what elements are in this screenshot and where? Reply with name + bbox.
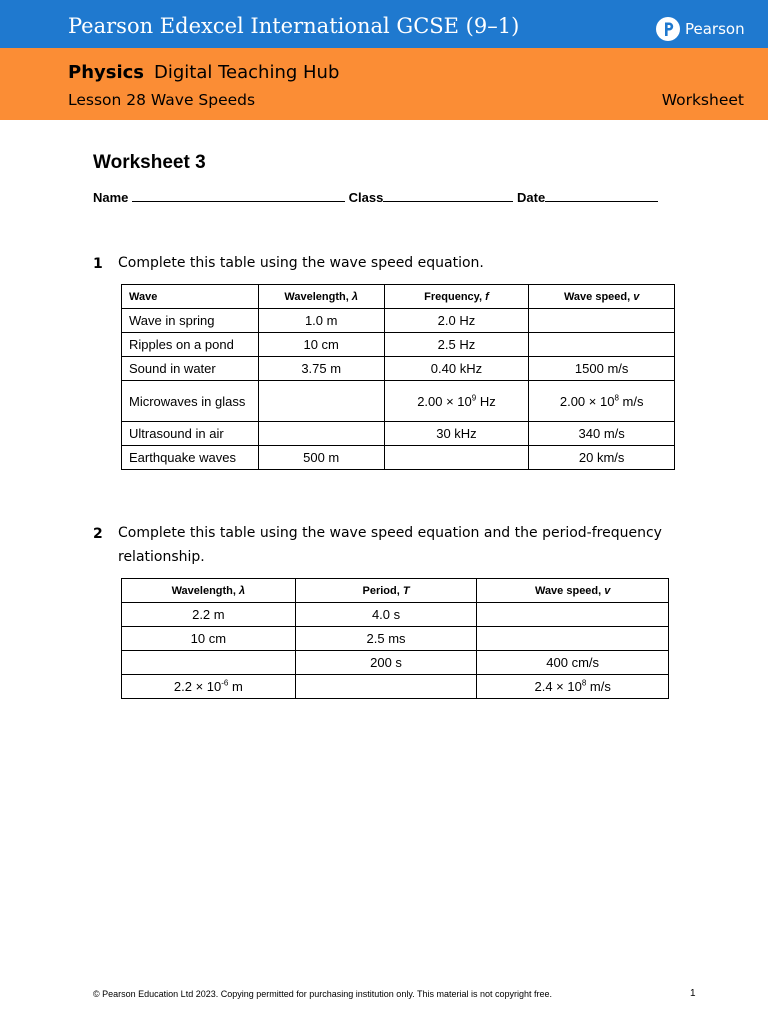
date-label: Date [517,190,546,205]
table-row [122,333,675,357]
cell-wavelength: 10 cm [122,627,296,651]
cell-wavelength: 500 m [258,446,384,470]
document-type: Worksheet [661,91,744,109]
cell-wavelength: 1.0 m [258,309,384,333]
cell-speed[interactable] [529,333,675,357]
cell-period: 200 s [295,651,477,675]
header-wave: Wave [122,285,259,309]
student-details-line [93,189,658,205]
copyright-footer: © Pearson Education Ltd 2023. Copying permitted for purchasing institution only. This material is not copyright free. [93,989,553,999]
subject-bar [0,48,768,120]
question-2-number: 2 [93,526,103,542]
cell-wave: Wave in spring [122,309,259,333]
question-1-number: 1 [93,256,103,272]
table-row [122,627,669,651]
cell-speed: 1500 m/s [529,357,675,381]
header-speed: Wave speed, v [529,285,675,309]
cell-frequency: 2.0 Hz [384,309,529,333]
page-number: 1 [690,988,696,999]
cell-period: 4.0 s [295,603,477,627]
cell-frequency: 2.5 Hz [384,333,529,357]
lesson-title: Lesson 28 Wave Speeds [68,91,256,109]
cell-wavelength: 2.2 m [122,603,296,627]
cell-frequency: 30 kHz [384,422,529,446]
cell-wave: Ripples on a pond [122,333,259,357]
cell-wavelength: 10 cm [258,333,384,357]
cell-speed: $2.4 \times 10^8$ m/s [477,675,669,699]
cell-speed: 400 cm/s [477,651,669,675]
cell-wave: Ultrasound in air [122,422,259,446]
cell-wavelength: $2.2 \times 10^{-6}$ m [122,675,296,699]
table-header-row [122,285,675,309]
q1-table [121,284,675,470]
cell-speed[interactable] [477,603,669,627]
question-1-text: Complete this table using the wave speed equation. [118,255,484,271]
cell-frequency: $2.00 \times 10^9$ Hz [384,381,529,422]
header-wavelength: Wavelength, λ [258,285,384,309]
cell-frequency[interactable]: 0.40 kHz [384,357,529,381]
question-2-text: Complete this table using the wave speed equation and the period-frequency relationship. [118,525,662,565]
cell-period: 2.5 ms [295,627,477,651]
cell-speed[interactable] [529,309,675,333]
pearson-logo [656,17,745,41]
table-row [122,675,669,699]
subject-line [68,62,339,83]
class-label: Class [348,190,384,205]
table-row [122,357,675,381]
q2-table [121,578,669,699]
cell-wave: Sound in water [122,357,259,381]
header-speed: Wave speed, v [477,579,669,603]
worksheet-title: Worksheet 3 [93,152,206,173]
pearson-wordmark: Pearson [685,20,745,38]
cell-speed: $2.00 \times 10^8$ m/s [529,381,675,422]
hub-name: Digital Teaching Hub [154,62,340,83]
cell-speed[interactable] [477,627,669,651]
header-wavelength: Wavelength, λ [122,579,296,603]
subject-name: Physics [68,62,145,83]
date-field[interactable] [545,189,658,202]
header-bar [0,0,768,48]
name-label: Name [93,190,129,205]
cell-wave: Earthquake waves [122,446,259,470]
cell-frequency[interactable] [384,446,529,470]
cell-wave: Microwaves in glass [122,381,259,422]
class-field[interactable] [383,189,513,202]
table-header-row [122,579,669,603]
cell-wavelength: 3.75 m [258,357,384,381]
name-field[interactable] [132,189,345,202]
table-row [122,422,675,446]
course-title: Pearson Edexcel International GCSE (9–1) [68,14,520,38]
pearson-p-icon [656,17,680,41]
table-row [122,603,669,627]
table-row [122,381,675,422]
cell-wavelength[interactable] [122,651,296,675]
header-frequency: Frequency, f [384,285,529,309]
cell-speed: 20 km/s [529,446,675,470]
table-row [122,309,675,333]
header-period: Period, T [295,579,477,603]
cell-wavelength[interactable] [258,381,384,422]
table-row [122,651,669,675]
cell-period[interactable] [295,675,477,699]
table-row [122,446,675,470]
cell-speed: 340 m/s [529,422,675,446]
cell-wavelength[interactable] [258,422,384,446]
